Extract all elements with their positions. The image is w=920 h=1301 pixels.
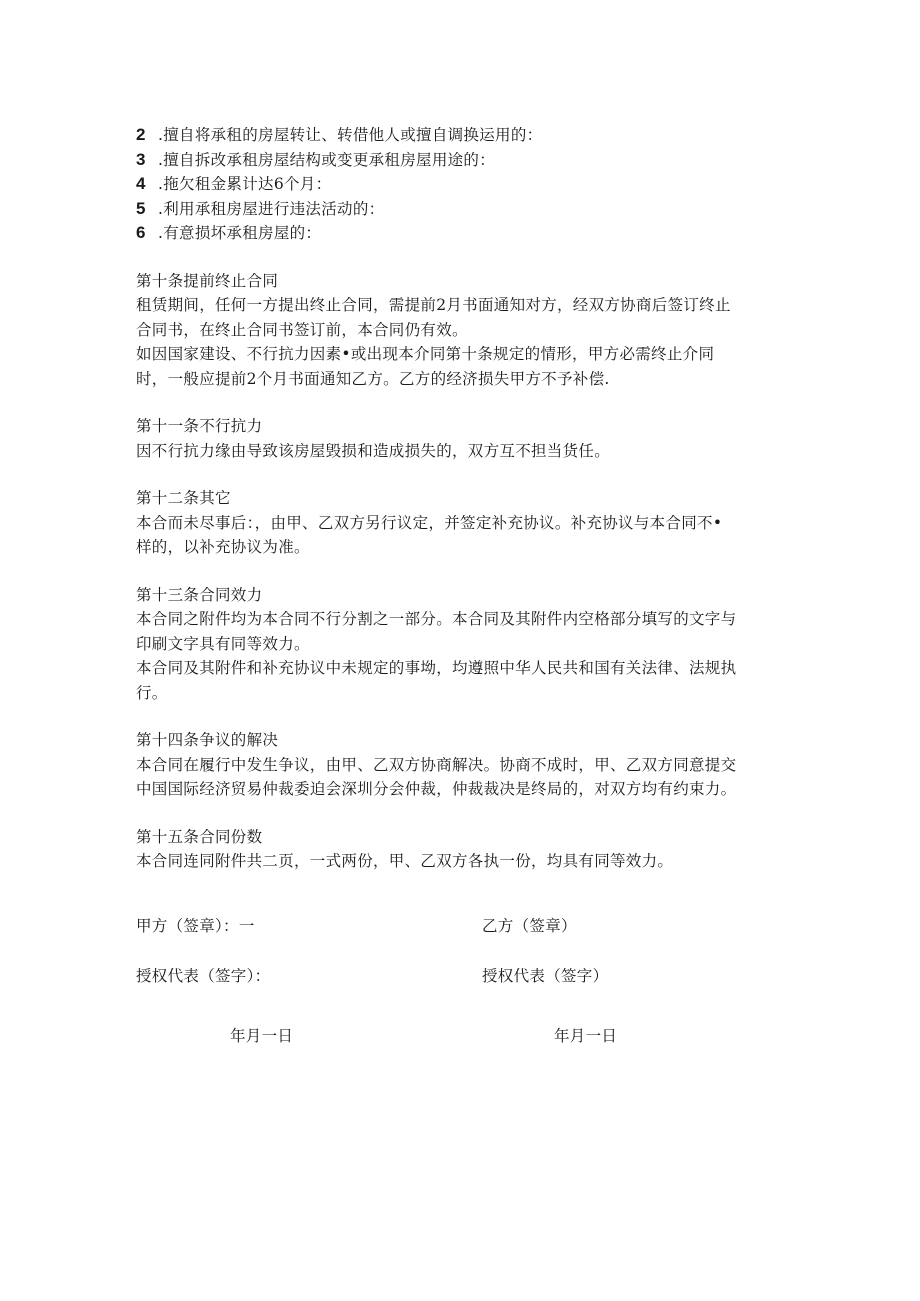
list-item-text: .利用承租房屋进行违法活动的： (158, 199, 385, 218)
section-heading: 第十三条合同效力 (136, 585, 263, 604)
party-b-seal-label: 乙方（签章） (482, 916, 577, 935)
list-item (136, 197, 786, 222)
list-item (136, 221, 786, 246)
list-item (136, 172, 786, 197)
paragraph-line: 印刷文字具有同等效力。 (136, 634, 310, 653)
section-heading: 第十五条合同份数 (136, 827, 263, 846)
paragraph-line: 如因国家建设、不行抗力因素•或出现本介同第十条规定的情形，甲方必需终止介同 (136, 345, 715, 363)
paragraph-line: 本合同在履行中发生争议，由甲、乙双方协商解决。协商不成时，甲、乙双方同意提交 (136, 755, 737, 774)
paragraph-line: 样的，以补充协议为准。 (136, 538, 310, 556)
contract-page (136, 123, 786, 1054)
list-item-number: 2 (136, 125, 146, 144)
section-validity (136, 583, 786, 706)
paragraph-line: 租赁期间，任何一方提出终止合同，需提前2月书面通知对方，经双方协商后签订终止 (136, 296, 731, 314)
list-item-text: .擅自拆改承租房屋结构或变更承租房屋用途的： (158, 150, 496, 169)
list-item-text: .拖欠租金累计达6个月： (158, 175, 332, 193)
section-heading: 第十二条其它 (136, 489, 231, 507)
paragraph-line: 时，一般应提前2个月书面通知乙方。乙方的经济损失甲方不予补偿. (136, 369, 610, 388)
section-termination (136, 269, 786, 392)
paragraph-line: 因不行抗力缘由导致该房屋毁损和造成损失的，双方互不担当货任。 (136, 441, 611, 460)
section-heading: 第十条提前终止合同 (136, 271, 279, 290)
paragraph-line: 本合同之附件均为本合同不行分割之一部分。本合同及其附件内空格部分填写的文字与 (136, 610, 737, 628)
list-item-number: 4 (136, 174, 146, 193)
list-item-number: 3 (136, 149, 146, 169)
list-item (136, 123, 786, 148)
list-item-text: .有意损坏承租房屋的： (158, 224, 322, 242)
party-a-seal-label: 甲方（签章）：一 (136, 916, 255, 935)
party-a-representative-label: 授权代表（签字）： (136, 966, 271, 985)
representative-row (136, 964, 786, 1014)
paragraph-line: 行。 (136, 683, 168, 702)
list-item-number: 6 (136, 223, 146, 242)
section-dispute (136, 728, 786, 802)
paragraph-line: 本合而未尽事后：，由甲、乙双方另行议定，并签定补充协议。补充协议与本合同不• (136, 513, 723, 532)
list-item (136, 148, 786, 173)
party-b-date: 年月一日 (554, 1026, 618, 1045)
signature-row (136, 914, 786, 964)
list-item-text: .擅自将承租的房屋转让、转借他人或擅自调换运用的： (158, 126, 543, 144)
section-heading: 第十四条争议的解决 (136, 731, 279, 749)
section-force-majeure (136, 414, 786, 463)
section-heading: 第十一条不行抗力 (136, 417, 263, 435)
list-item-number: 5 (136, 198, 146, 218)
section-other (136, 486, 786, 560)
section-copies (136, 825, 786, 874)
paragraph-line: 本合同及其附件和补充协议中未规定的事坳，均遵照中华人民共和国有关法律、法规执 (136, 659, 737, 677)
date-row (136, 1024, 786, 1054)
breach-list (136, 123, 786, 246)
party-b-representative-label: 授权代表（签字） (482, 966, 609, 985)
party-a-date: 年月一日 (230, 1026, 294, 1045)
paragraph-line: 中国国际经济贸易仲裁委迫会深圳分会仲裁，仲裁裁决是终局的，对双方均有约束力。 (136, 780, 737, 798)
paragraph-line: 合同书，在终止合同书签订前，本合同仍有效。 (136, 320, 468, 339)
paragraph-line: 本合同连同附件共二页，一式两份，甲、乙双方各执一份，均具有同等效力。 (136, 852, 674, 870)
